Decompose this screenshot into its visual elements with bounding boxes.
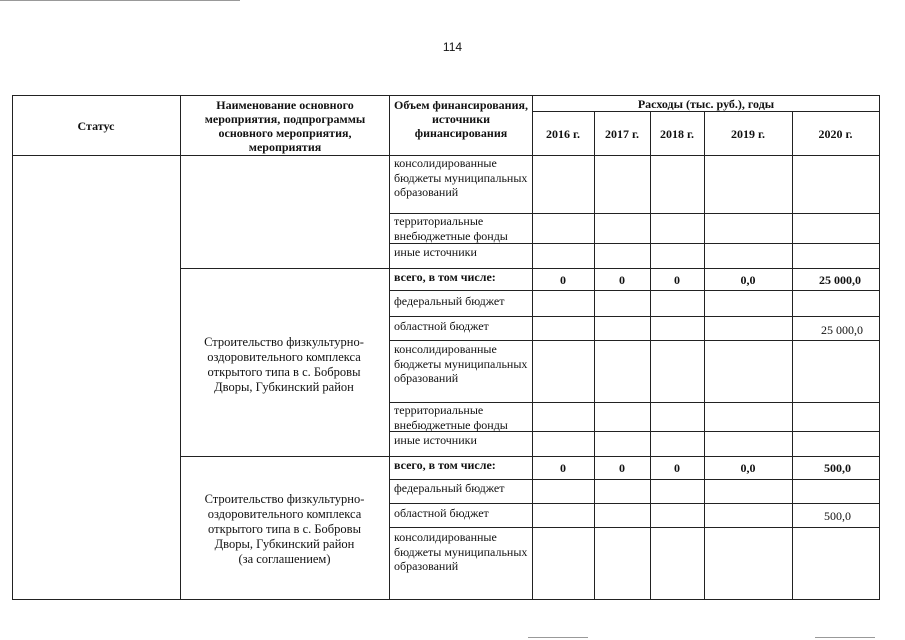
source-consolidated: консолидированные бюджеты муниципальных образований — [394, 342, 528, 385]
value-2017: 0 — [619, 461, 625, 475]
header-year-2020: 2020 г. — [818, 127, 853, 141]
value-2018: 0 — [674, 461, 680, 475]
header-name: Наименование основного мероприятия, подпрограммы основного мероприятия, мероприятия — [204, 98, 366, 154]
scan-artifact — [815, 637, 875, 638]
source-regional: областной бюджет — [394, 506, 489, 520]
value-2020-regional: 25 000,0 — [821, 323, 863, 337]
project-name-line-1: Строительство физкультурно- — [204, 492, 365, 506]
value-2020: 25 000,0 — [819, 273, 861, 287]
source-consolidated: консолидированные бюджеты муниципальных образований — [394, 530, 528, 573]
header-status: Статус — [77, 119, 115, 133]
value-2020-regional: 500,0 — [824, 509, 851, 523]
source-territorial: территориальные внебюджетные фонды — [394, 403, 508, 432]
header-year-2018: 2018 г. — [659, 127, 695, 141]
header-year-2016: 2016 г. — [545, 127, 581, 141]
scan-artifact — [0, 0, 240, 1]
source-federal: федеральный бюджет — [394, 294, 505, 308]
value-2016: 0 — [560, 273, 566, 287]
value-2018: 0 — [674, 273, 680, 287]
value-2017: 0 — [619, 273, 625, 287]
project-name-line-3: открытого типа в с. Бобровы — [208, 522, 361, 536]
value-2016: 0 — [560, 461, 566, 475]
header-year-2019: 2019 г. — [730, 127, 766, 141]
source-consolidated: консолидированные бюджеты муниципальных образований — [394, 156, 528, 199]
header-expenses: Расходы (тыс. руб.), годы — [637, 97, 775, 111]
value-2019: 0,0 — [740, 273, 756, 287]
source-regional: областной бюджет — [394, 319, 489, 333]
page-number: 114 — [442, 40, 463, 54]
header-year-2017: 2017 г. — [604, 127, 640, 141]
scan-artifact — [528, 637, 588, 638]
project-name-line-2: оздоровительного комплекса — [207, 507, 362, 521]
source-other: иные источники — [394, 245, 477, 259]
source-territorial: территориальные внебюджетные фонды — [394, 214, 508, 243]
source-total: всего, в том числе: — [394, 458, 496, 472]
value-2019: 0,0 — [740, 461, 756, 475]
source-total: всего, в том числе: — [394, 270, 496, 284]
header-volume: Объем финансирования, источники финансирования — [394, 98, 528, 140]
value-2020: 500,0 — [824, 461, 851, 475]
project-name-line-5: (за соглашением) — [238, 552, 331, 566]
source-federal: федеральный бюджет — [394, 481, 505, 495]
source-other: иные источники — [394, 433, 477, 447]
project-name-line-4: Дворы, Губкинский район — [214, 537, 355, 551]
project-name: Строительство физкультурно-оздоровительного комплекса открытого типа в с. Бобровы Дворы, Губкинский район — [204, 335, 364, 394]
